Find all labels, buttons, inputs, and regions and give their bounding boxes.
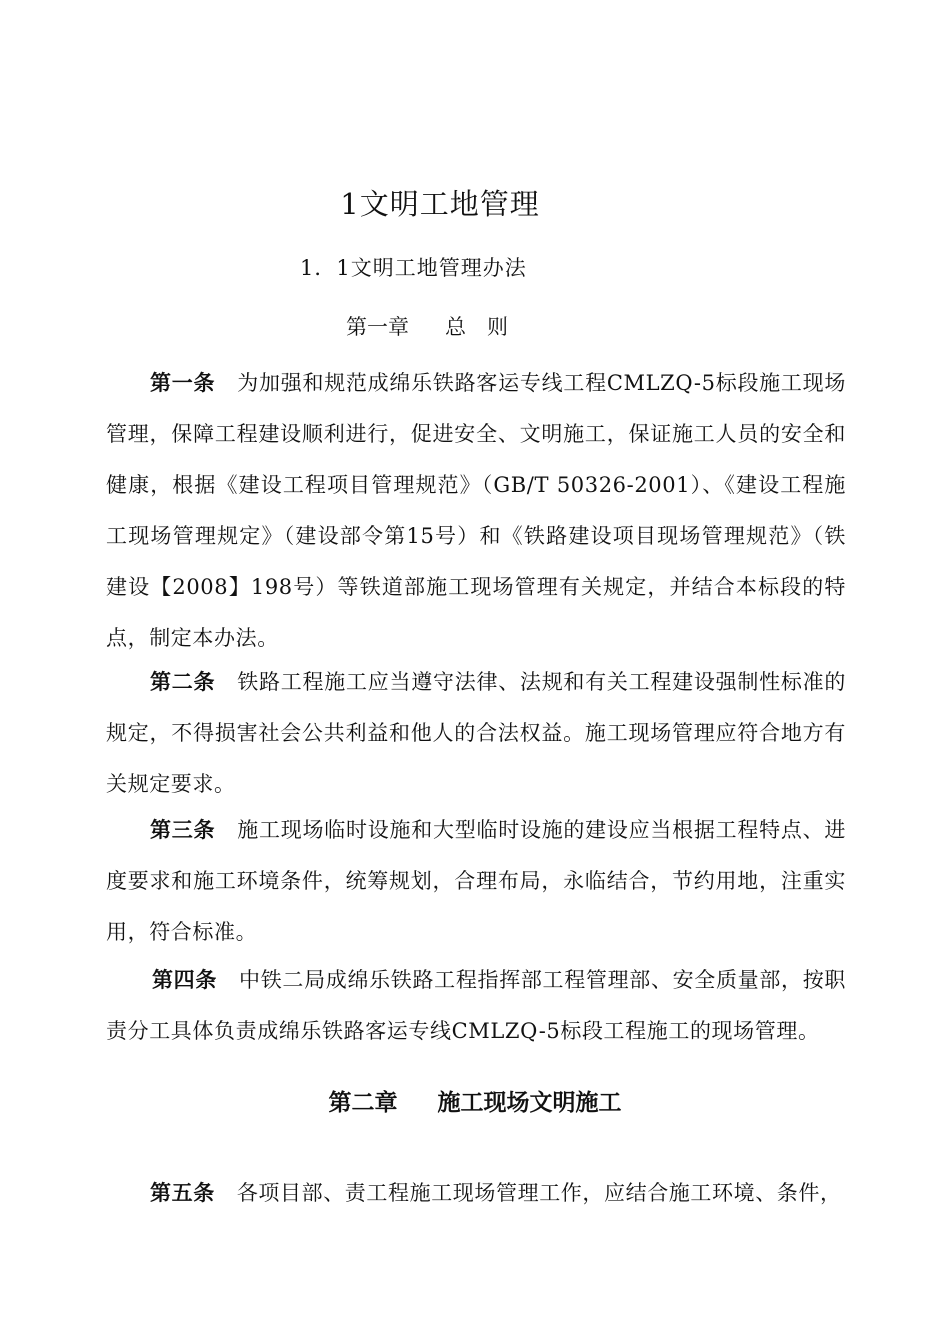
article-4-text: 中铁二局成绵乐铁路工程指挥部工程管理部、安全质量部，按职责分工具体负责成绵乐铁路客运专线CMLZQ-5标段工程施工的现场管理。 [106,968,846,1043]
chapter-one-number: 第一章 [346,315,409,339]
article-2 [106,657,846,810]
article-1 [106,358,846,664]
article-1-label: 第一条 [150,371,216,395]
article-4-label: 第四条 [152,968,218,992]
article-5-label: 第五条 [150,1181,215,1205]
article-5 [106,1168,846,1219]
document-title: 1文明工地管理 [340,187,540,221]
chapter-two-heading [0,1084,950,1117]
article-4 [106,955,846,1057]
chapter-two-number: 第二章 [328,1090,398,1116]
article-2-text: 铁路工程施工应当遵守法律、法规和有关工程建设强制性标准的规定，不得损害社会公共利益和他人的合法权益。施工现场管理应符合地方有关规定要求。 [106,670,846,796]
article-3-label: 第三条 [150,818,216,842]
article-1-text: 为加强和规范成绵乐铁路客运专线工程CMLZQ-5标段施工现场管理，保障工程建设顺利进行，促进安全、文明施工，保证施工人员的安全和健康，根据《建设工程项目管理规范》（GB/T 50326-2001）、《建设工程施工现场管理规定》（建设部令第15号）和《铁路建设项目现场管理规范》（铁建设【2008】198号）等铁道部施工现场管理有关规定，并结合本标段的特点，制定本办法。 [106,371,847,650]
document-subtitle: 1．1文明工地管理办法 [300,256,527,280]
article-5-text: 各项目部、责工程施工现场管理工作，应结合施工环境、条件， [236,1181,842,1205]
article-2-label: 第二条 [150,670,216,694]
chapter-one-name: 总 则 [445,315,508,339]
article-3-text: 施工现场临时设施和大型临时设施的建设应当根据工程特点、进度要求和施工环境条件，统筹规划，合理布局，永临结合，节约用地，注重实用，符合标准。 [106,818,846,944]
chapter-two-name: 施工现场文明施工 [437,1090,622,1116]
article-3 [106,805,846,958]
chapter-one-heading [346,311,508,341]
